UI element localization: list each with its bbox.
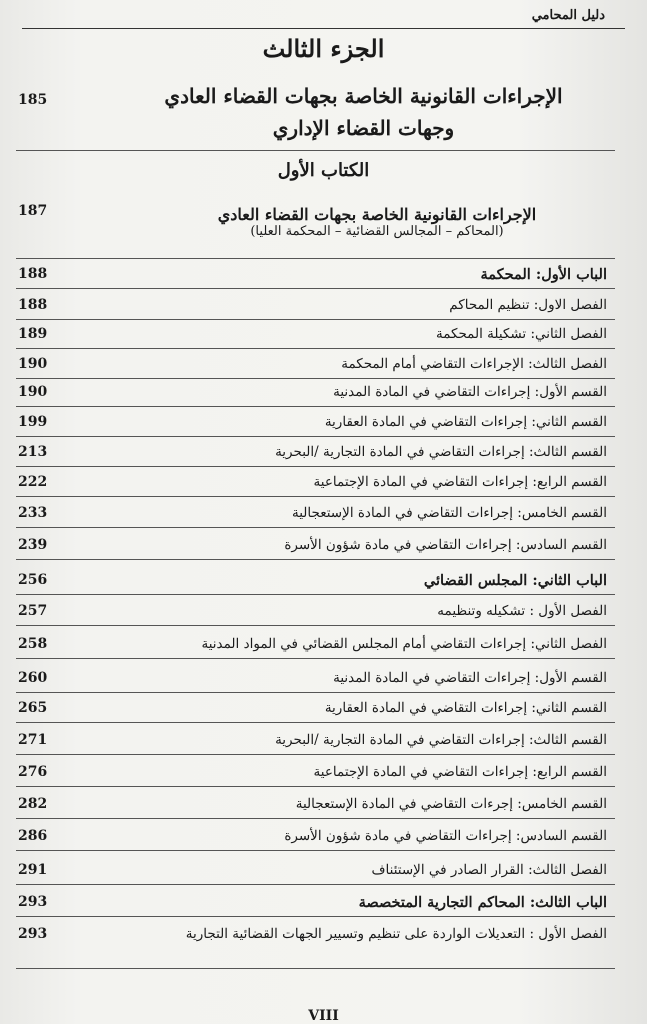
row-rule xyxy=(16,436,615,437)
toc-entry-page: 276 xyxy=(18,764,48,780)
toc-entry-page: 286 xyxy=(18,828,48,844)
toc-entry-label: القسم الرابع: إجراءات التقاضي في المادة الإجتماعية xyxy=(313,764,607,780)
part-title: الجزء الثالث xyxy=(262,34,385,63)
toc-entry-page: 222 xyxy=(18,474,48,490)
toc-entry-label: القسم السادس: إجراءات التقاضي في مادة شؤون الأسرة xyxy=(284,828,607,844)
toc-entry-page: 188 xyxy=(18,297,48,313)
toc-entry-label: القسم الرابع: إجراءات التقاضي في المادة الإجتماعية xyxy=(313,474,607,490)
row-rule xyxy=(16,968,615,969)
row-rule xyxy=(16,406,615,407)
toc-entry-label: الفصل الأول : التعديلات الواردة على تنظيم وتسيير الجهات القضائية التجارية xyxy=(185,926,607,942)
toc-entry-label: القسم الثالث: إجراءات التقاضي في المادة التجارية /البحرية xyxy=(275,732,607,748)
row-rule xyxy=(16,658,615,659)
row-rule xyxy=(16,288,615,289)
toc-entry-page: 190 xyxy=(18,384,48,400)
header-rule xyxy=(22,28,625,29)
book-entry-line2: (المحاكم – المجالس القضائية – المحكمة العليا) xyxy=(250,224,504,239)
toc-entry-label: القسم الأول: إجراءات التقاضي في المادة المدنية xyxy=(333,384,607,400)
toc-entry-page: 188 xyxy=(18,266,48,282)
toc-entry-label: القسم الخامس: إجرءات التقاضي في المادة الإستعجالية xyxy=(295,796,607,812)
toc-entry-label: القسم الثالث: إجراءات التقاضي في المادة التجارية /البحرية xyxy=(275,444,607,460)
row-rule xyxy=(16,916,615,917)
page-number-footer: VIII xyxy=(308,1008,339,1024)
row-rule xyxy=(16,319,615,320)
toc-entry-page: 256 xyxy=(18,572,48,588)
book-title: الكتاب الأول xyxy=(277,160,370,181)
toc-entry-label: القسم الخامس: إجراءات التقاضي في المادة الإستعجالية xyxy=(291,505,607,521)
toc-entry-page: 257 xyxy=(18,603,48,619)
row-rule xyxy=(16,625,615,626)
toc-entry-label: الباب الثاني: المجلس القضائي xyxy=(423,572,607,589)
row-rule xyxy=(16,378,615,379)
row-rule xyxy=(16,559,615,560)
row-rule xyxy=(16,466,615,467)
row-rule xyxy=(16,754,615,755)
toc-entry-page: 265 xyxy=(18,700,48,716)
row-rule xyxy=(16,692,615,693)
toc-entry-label: الفصل الثالث: الإجراءات التقاضي أمام المحكمة xyxy=(341,356,607,372)
toc-entry-page: 293 xyxy=(18,894,48,910)
row-rule xyxy=(16,496,615,497)
toc-entry-page: 291 xyxy=(18,862,48,878)
toc-entry-label: الفصل الثالث: القرار الصادر في الإستئناف xyxy=(371,862,607,878)
row-rule xyxy=(16,722,615,723)
part-page-number: 185 xyxy=(18,92,48,108)
toc-entry-page: 282 xyxy=(18,796,48,812)
toc-entry-label: الفصل الثاني: تشكيلة المحكمة xyxy=(435,326,607,342)
row-rule xyxy=(16,850,615,851)
toc-entry-page: 239 xyxy=(18,537,48,553)
part-subtitle-line2: وجهات القضاء الإداري xyxy=(272,116,455,140)
toc-entry-page: 293 xyxy=(18,926,48,942)
toc-entry-label: القسم الثاني: إجراءات التقاضي في المادة العقارية xyxy=(324,700,607,716)
toc-entry-label: الباب الأول: المحكمة xyxy=(480,266,607,283)
running-header: دليل المحامي xyxy=(531,8,605,23)
toc-entry-page: 260 xyxy=(18,670,48,686)
toc-entry-page: 213 xyxy=(18,444,48,460)
toc-entry-label: القسم الأول: إجراءات التقاضي في المادة المدنية xyxy=(333,670,607,686)
toc-entry-label: الفصل الأول : تشكيله وتنظيمه xyxy=(437,603,607,619)
toc-entry-label: الفصل الثاني: إجراءات التقاضي أمام المجلس القضائي في المواد المدنية xyxy=(201,636,607,652)
book-page-number: 187 xyxy=(18,203,48,219)
row-rule xyxy=(16,818,615,819)
toc-entry-label: القسم السادس: إجراءات التقاضي في مادة شؤون الأسرة xyxy=(284,537,607,553)
toc-entry-page: 199 xyxy=(18,414,48,430)
book-entry-line1: الإجراءات القانونية الخاصة بجهات القضاء العادي xyxy=(217,205,537,224)
row-rule xyxy=(16,884,615,885)
row-rule xyxy=(16,527,615,528)
row-rule xyxy=(16,786,615,787)
toc-entry-page: 190 xyxy=(18,356,48,372)
toc-entry-label: الفصل الاول: تنظيم المحاكم xyxy=(449,297,607,313)
row-rule xyxy=(16,594,615,595)
toc-entry-label: القسم الثاني: إجراءات التقاضي في المادة العقارية xyxy=(324,414,607,430)
toc-entry-label: الباب الثالث: المحاكم التجارية المتخصصة xyxy=(358,894,607,911)
toc-entry-page: 258 xyxy=(18,636,48,652)
row-rule xyxy=(16,348,615,349)
section-rule xyxy=(16,150,615,151)
book-entry xyxy=(147,205,607,239)
part-subtitle-line1: الإجراءات القانونية الخاصة بجهات القضاء العادي xyxy=(164,84,563,108)
section-rule xyxy=(16,258,615,259)
toc-entry-page: 271 xyxy=(18,732,48,748)
toc-entry-page: 233 xyxy=(18,505,48,521)
toc-entry-page: 189 xyxy=(18,326,48,342)
